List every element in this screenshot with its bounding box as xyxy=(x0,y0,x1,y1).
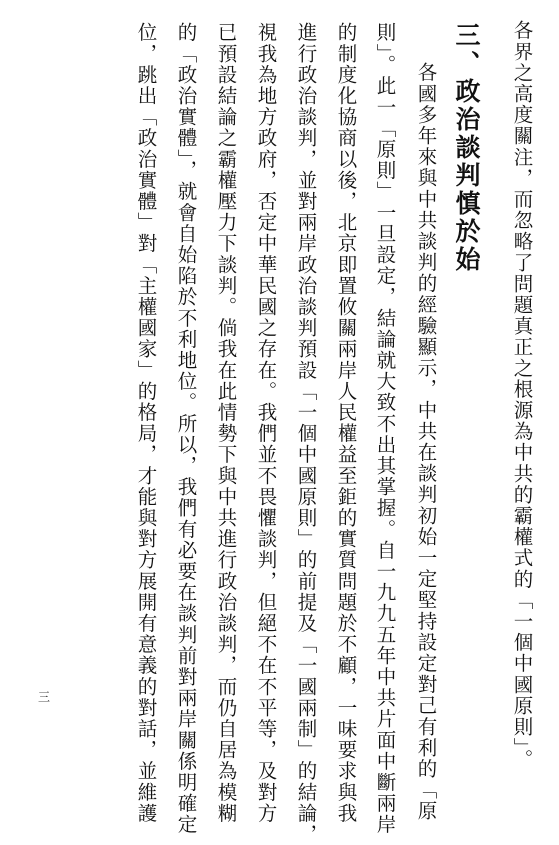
section-heading: 三、政治談判慎於始 xyxy=(452,22,481,274)
text-column-4: 則」。此一「原則」一旦設定，結論就大致不出其掌握。自一九九五年中共片面中斷兩岸 xyxy=(373,22,397,836)
text-column-10: 位，跳出「政治實體」對「主權國家」的格局，才能與對方展開有意義的對話，並維護 xyxy=(134,22,158,824)
page-number: 三 xyxy=(38,690,51,704)
text-column-5: 的制度化協商以後，北京即置攸關兩岸人民權益至鉅的實質問題於不顧，一味要求與我 xyxy=(334,22,358,824)
text-column-7: 視我為地方政府，否定中華民國之存在。我們並不畏懼談判，但絕不在不平等，及對方 xyxy=(254,22,278,824)
text-column-9: 的「政治實體」，就會自始陷於不利地位。所以，我們有必要在談判前對兩岸關係明確定 xyxy=(174,22,198,836)
text-column-8: 已預設結論之霸權壓力下談判。倘我在此情勢下與中共進行政治談判，而仍自居為模糊 xyxy=(214,22,238,824)
text-column-6: 進行政治談判，並對兩岸政治談判預設「一個中國原則」的前提及「一國兩制」的結論， xyxy=(294,22,318,845)
text-column-3: 各國多年來與中共談判的經驗顯示，中共在談判初始一定堅持設定對己有利的「原 xyxy=(414,62,438,822)
text-column-1: 各界之高度關注，而忽略了問題真正之根源為中共的霸權式的「一個中國原則」。 xyxy=(510,20,534,770)
